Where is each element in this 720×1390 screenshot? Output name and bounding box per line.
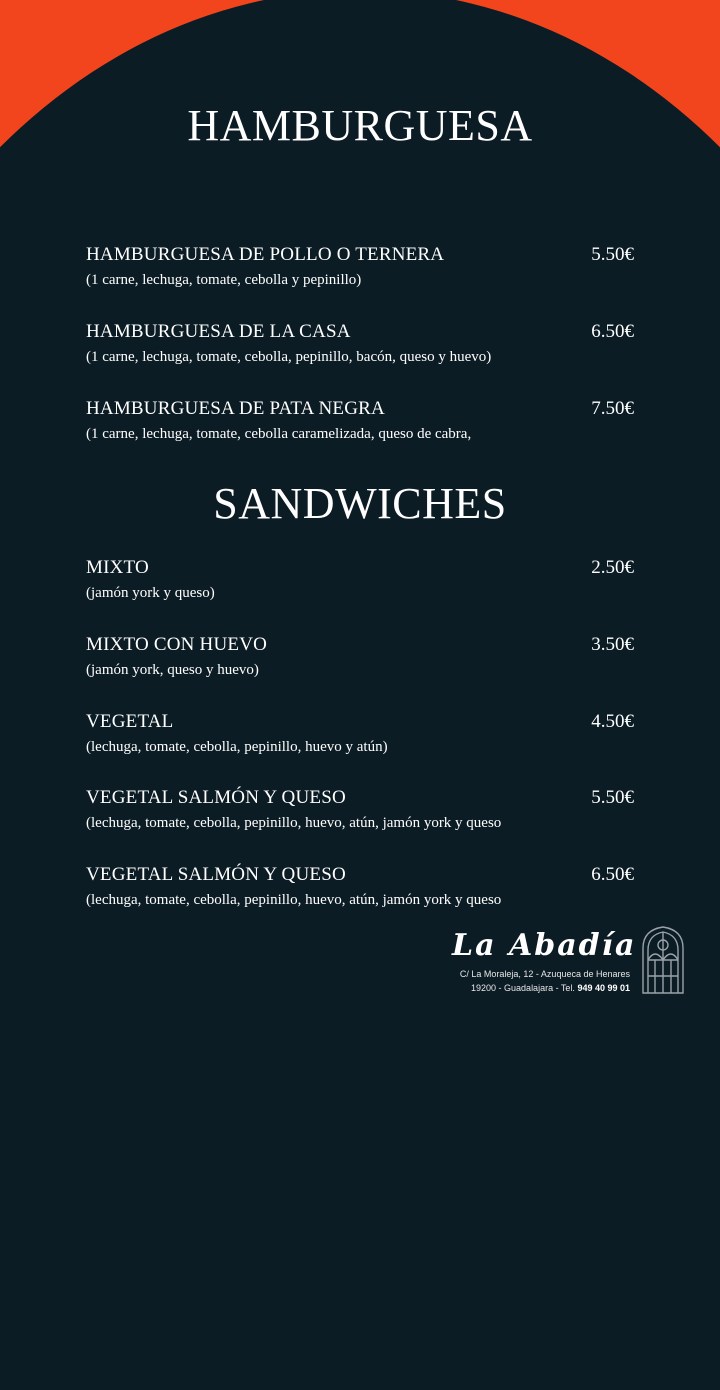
menu-item	[86, 634, 634, 679]
item-description: (jamón york y queso)	[86, 585, 215, 601]
address-line-2	[430, 983, 630, 993]
item-name: HAMBURGUESA DE POLLO O TERNERA	[86, 244, 445, 265]
menu-item	[86, 321, 634, 366]
item-name: MIXTO	[86, 557, 149, 578]
item-price: 3.50€	[591, 634, 634, 655]
item-name: HAMBURGUESA DE LA CASA	[86, 321, 351, 342]
item-name: MIXTO CON HUEVO	[86, 634, 268, 655]
menu-item	[86, 711, 634, 756]
menu-item	[86, 398, 634, 443]
item-description: (jamón york, queso y huevo)	[86, 662, 259, 678]
item-price: 4.50€	[591, 711, 634, 732]
section-title-sandwiches: SANDWICHES	[213, 479, 507, 528]
item-price: 6.50€	[591, 321, 634, 342]
item-name: VEGETAL SALMÓN Y QUESO	[86, 787, 346, 808]
menu-item	[86, 244, 634, 289]
address-line-1: C/ La Moraleja, 12 - Azuqueca de Henares	[459, 969, 630, 979]
item-description: (1 carne, lechuga, tomate, cebolla y pepinillo)	[86, 272, 362, 288]
item-price: 2.50€	[591, 557, 634, 578]
item-price: 5.50€	[591, 787, 634, 808]
item-price: 7.50€	[591, 398, 634, 419]
item-description: (lechuga, tomate, cebolla, pepinillo, huevo, atún, jamón york y queso	[86, 815, 502, 831]
phone-number: 949 40 99 01	[577, 983, 630, 993]
menu-item	[86, 864, 634, 909]
item-description: (lechuga, tomate, cebolla, pepinillo, huevo, atún, jamón york y queso	[86, 892, 502, 908]
gothic-window-icon	[640, 926, 686, 994]
item-description: (lechuga, tomate, cebolla, pepinillo, huevo y atún)	[86, 739, 388, 755]
menu-item	[86, 787, 634, 832]
item-description: (1 carne, lechuga, tomate, cebolla caramelizada, queso de cabra,	[86, 426, 472, 442]
item-price: 5.50€	[591, 244, 634, 265]
section-title-hamburguesa: HAMBURGUESA	[187, 101, 533, 150]
item-price: 6.50€	[591, 864, 634, 885]
item-description: (1 carne, lechuga, tomate, cebolla, pepinillo, bacón, queso y huevo)	[86, 349, 492, 365]
item-name: VEGETAL SALMÓN Y QUESO	[86, 864, 346, 885]
menu-item	[86, 557, 634, 602]
brand-logo-text: La Abadía	[452, 928, 637, 963]
address-prefix: 19200 - Guadalajara - Tel.	[471, 983, 575, 993]
item-name: VEGETAL	[86, 711, 174, 732]
item-name: HAMBURGUESA DE PATA NEGRA	[86, 398, 385, 419]
